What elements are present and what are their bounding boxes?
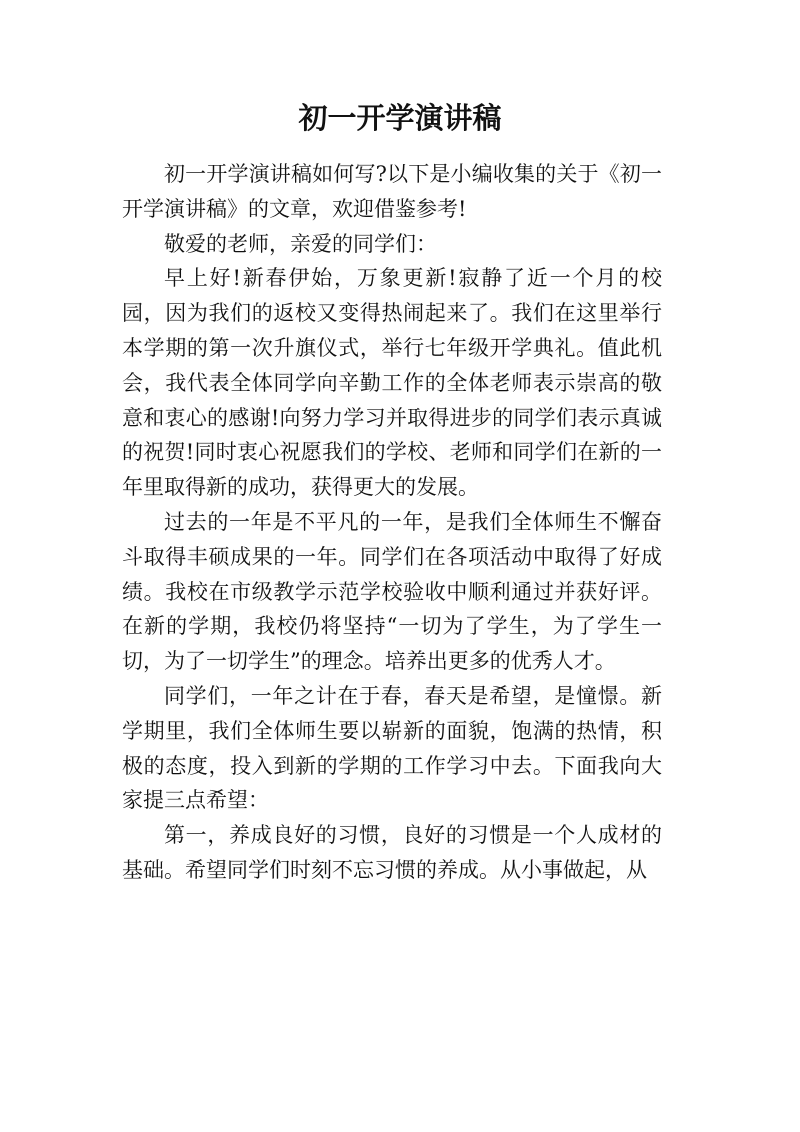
document-title: 初一开学演讲稿	[298, 101, 502, 135]
paragraph-intro: 初一开学演讲稿如何写?以下是小编收集的关于《初一开学演讲稿》的文章，欢迎借鉴参考!	[122, 162, 662, 221]
paragraph-expectations: 同学们，一年之计在于春，春天是希望，是憧憬。新学期里，我们全体师生要以崭新的面貌，饱满的热情，积极的态度，投入到新的学期的工作学习中去。下面我向大家提三点希望：	[122, 683, 662, 813]
paragraph-review: 过去的一年是不平凡的一年，是我们全体师生不懈奋斗取得丰硕成果的一年。同学们在各项活动中取得了好成绩。我校在市级教学示范学校验收中顺利通过并获好评。在新的学期，我校仍将坚持“一切为了学生，为了学生一切，为了一切学生”的理念。培养出更多的优秀人才。	[122, 509, 662, 674]
paragraph-opening: 早上好!新春伊始，万象更新!寂静了近一个月的校园，因为我们的返校又变得热闹起来了。我们在这里举行本学期的第一次升旗仪式，举行七年级开学典礼。值此机会，我代表全体同学向辛勤工作的全体老师表示崇高的敬意和衷心的感谢!向努力学习并取得进步的同学们表示真诚的祝贺!同时衷心祝愿我们的学校、老师和同学们在新的一年里取得新的成功，获得更大的发展。	[122, 266, 662, 500]
paragraph-greeting: 敬爱的老师，亲爱的同学们：	[164, 231, 437, 256]
document-body	[122, 157, 662, 888]
paragraph-first-point: 第一，养成良好的习惯，良好的习惯是一个人成材的基础。希望同学们时刻不忘习惯的养成。从小事做起，从	[122, 823, 662, 882]
